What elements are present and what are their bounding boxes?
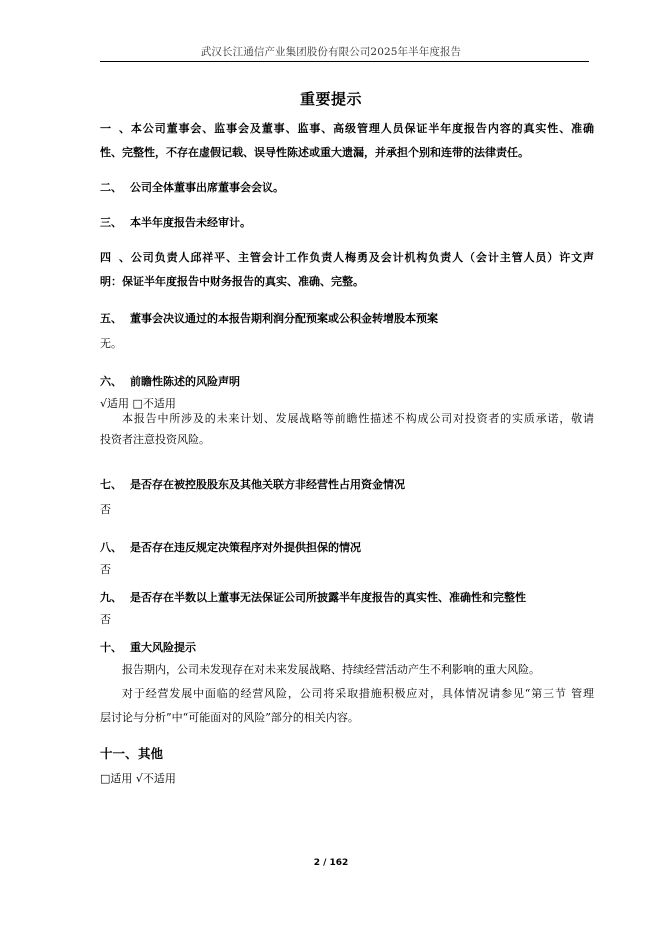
section-10-para-1: 报告期内，公司未发现存在对未来发展战略、持续经营活动产生不利影响的重大风险。	[122, 663, 540, 676]
section-11-heading	[100, 746, 594, 762]
header-rule	[100, 61, 589, 62]
section-number: 十一、	[100, 746, 138, 761]
section-4-line-1	[100, 250, 594, 266]
section-2	[100, 180, 594, 196]
section-10-heading	[100, 640, 594, 656]
section-heading: 其他	[138, 746, 164, 761]
section-number: 四、	[100, 251, 130, 264]
section-number: 十、	[100, 641, 122, 654]
section-number: 五、	[100, 312, 122, 325]
section-7-heading	[100, 477, 594, 493]
section-number: 二、	[100, 181, 122, 194]
section-6-heading	[100, 374, 594, 390]
section-text: 本半年度报告未经审计。	[130, 216, 251, 229]
section-heading: 是否存在违反规定决策程序对外提供担保的情况	[130, 541, 361, 554]
section-5-body: 无。	[100, 337, 122, 350]
section-9-heading	[100, 590, 594, 606]
section-11-options: □适用 √不适用	[100, 772, 176, 785]
section-8-heading	[100, 540, 594, 556]
section-text: 公司全体董事出席董事会会议。	[130, 181, 284, 194]
section-9-body: 否	[100, 613, 111, 626]
section-4-line-2: 明：保证半年度报告中财务报告的真实、准确、完整。	[100, 275, 364, 288]
section-heading: 是否存在被控股股东及其他关联方非经营性占用资金情况	[130, 478, 405, 491]
section-6-para-line-2: 投资者注意投资风险。	[100, 433, 210, 446]
section-6-options: √适用 □不适用	[100, 397, 176, 410]
section-5-heading	[100, 311, 594, 327]
section-10-para-2-line-2: 层讨论与分析”中“可能面对的风险”部分的相关内容。	[100, 711, 359, 724]
section-heading: 重大风险提示	[130, 641, 196, 654]
section-6-para-line-1: 本报告中所涉及的未来计划、发展战略等前瞻性描述不构成公司对投资者的实质承诺，敬请	[122, 412, 594, 425]
section-number: 六、	[100, 375, 122, 388]
section-7-body: 否	[100, 503, 111, 516]
section-heading: 前瞻性陈述的风险声明	[130, 375, 240, 388]
section-heading: 董事会决议通过的本报告期利润分配预案或公积金转增股本预案	[130, 312, 438, 325]
section-text: 本公司董事会、监事会及董事、监事、高级管理人员保证半年度报告内容的真实性、准确	[130, 122, 594, 135]
page-title: 重要提示	[299, 90, 362, 108]
section-8-body: 否	[100, 563, 111, 576]
section-1-line-1	[100, 121, 594, 137]
section-3	[100, 215, 594, 231]
running-header: 武汉长江通信产业集团股份有限公司2025年半年度报告	[200, 46, 462, 58]
page-number: 2 / 162	[313, 858, 349, 868]
section-number: 一、	[100, 122, 130, 135]
section-number: 三、	[100, 216, 122, 229]
section-number: 八、	[100, 541, 122, 554]
section-10-para-2-line-1: 对于经营发展中面临的经营风险，公司将采取措施积极应对，具体情况请参见“第三节 管理	[122, 687, 594, 700]
section-heading: 是否存在半数以上董事无法保证公司所披露半年度报告的真实性、准确性和完整性	[130, 591, 526, 604]
section-1-line-2: 性、完整性，不存在虚假记载、误导性陈述或重大遗漏，并承担个别和连带的法律责任。	[100, 146, 529, 159]
section-text: 公司负责人邱祥平、主管会计工作负责人梅勇及会计机构负责人（会计主管人员）许文声	[130, 251, 594, 264]
section-number: 九、	[100, 591, 122, 604]
section-number: 七、	[100, 478, 122, 491]
